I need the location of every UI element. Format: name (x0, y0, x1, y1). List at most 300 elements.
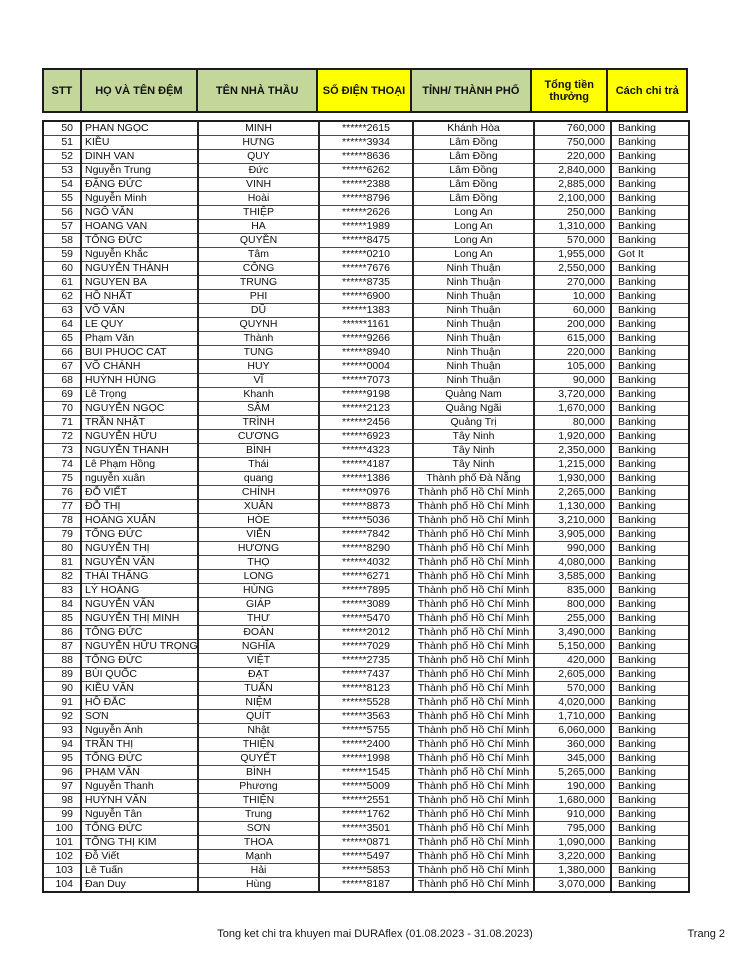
cell-province: Tây Ninh (413, 458, 534, 472)
cell-stt: 94 (43, 738, 81, 752)
cell-contractor: VIỆT (198, 654, 319, 668)
cell-phone: ******0871 (319, 836, 413, 850)
cell-province: Thành phố Hồ Chí Minh (413, 780, 534, 794)
cell-stt: 91 (43, 696, 81, 710)
cell-amount: 3,210,000 (534, 514, 611, 528)
cell-stt: 102 (43, 850, 81, 864)
cell-stt: 75 (43, 472, 81, 486)
cell-contractor: Thái (198, 458, 319, 472)
cell-payment: Banking (611, 668, 689, 682)
footer-summary-text: Tong ket chi tra khuyen mai DURAflex (01.08.2023 - 31.08.2023) (217, 928, 533, 940)
cell-amount: 10,000 (534, 290, 611, 304)
cell-stt: 87 (43, 640, 81, 654)
cell-amount: 2,840,000 (534, 164, 611, 178)
cell-stt: 53 (43, 164, 81, 178)
cell-contractor: QUYỀN (198, 234, 319, 248)
cell-phone: ******5497 (319, 850, 413, 864)
cell-name: TỐNG THỊ KIM (81, 836, 198, 850)
cell-stt: 76 (43, 486, 81, 500)
cell-stt: 82 (43, 570, 81, 584)
table-row (43, 850, 689, 864)
cell-contractor: THIỆP (198, 206, 319, 220)
cell-name: Lê Tuấn (81, 864, 198, 878)
cell-payment: Banking (611, 724, 689, 738)
cell-stt: 61 (43, 276, 81, 290)
cell-phone: ******2735 (319, 654, 413, 668)
cell-contractor: TUẤN (198, 682, 319, 696)
table-row (43, 318, 689, 332)
cell-stt: 60 (43, 262, 81, 276)
cell-name: NGUYỄN VĂN (81, 556, 198, 570)
cell-stt: 63 (43, 304, 81, 318)
table-row (43, 234, 689, 248)
cell-contractor: THỌ (198, 556, 319, 570)
cell-stt: 95 (43, 752, 81, 766)
cell-contractor: ĐOÀN (198, 626, 319, 640)
cell-amount: 2,350,000 (534, 444, 611, 458)
cell-name: PHẠM VĂN (81, 766, 198, 780)
table-row (43, 752, 689, 766)
cell-contractor: THOA (198, 836, 319, 850)
cell-amount: 3,490,000 (534, 626, 611, 640)
cell-contractor: THIỆN (198, 738, 319, 752)
cell-name: Nguyễn Minh (81, 192, 198, 206)
cell-province: Long An (413, 206, 534, 220)
table-row (43, 374, 689, 388)
cell-contractor: QUY (198, 150, 319, 164)
cell-phone: ******7895 (319, 584, 413, 598)
cell-amount: 2,605,000 (534, 668, 611, 682)
table-row (43, 276, 689, 290)
cell-payment: Banking (611, 262, 689, 276)
cell-payment: Banking (611, 304, 689, 318)
cell-amount: 4,080,000 (534, 556, 611, 570)
cell-contractor: NGHĨA (198, 640, 319, 654)
cell-stt: 73 (43, 444, 81, 458)
cell-stt: 72 (43, 430, 81, 444)
table-row (43, 416, 689, 430)
cell-name: VÕ VĂN (81, 304, 198, 318)
cell-province: Ninh Thuận (413, 262, 534, 276)
cell-name: HOANG VAN (81, 220, 198, 234)
cell-contractor: CƯƠNG (198, 430, 319, 444)
cell-payment: Banking (611, 150, 689, 164)
cell-payment: Banking (611, 430, 689, 444)
cell-province: Thành phố Hồ Chí Minh (413, 822, 534, 836)
cell-name: BUI PHUOC CAT (81, 346, 198, 360)
cell-contractor: THIỆN (198, 794, 319, 808)
cell-name: Nguyễn Khắc (81, 248, 198, 262)
cell-phone: ******8475 (319, 234, 413, 248)
cell-province: Thành phố Hồ Chí Minh (413, 864, 534, 878)
cell-stt: 89 (43, 668, 81, 682)
table-row (43, 836, 689, 850)
cell-phone: ******1161 (319, 318, 413, 332)
table-row (43, 444, 689, 458)
table-row (43, 430, 689, 444)
cell-phone: ******0004 (319, 360, 413, 374)
table-row (43, 570, 689, 584)
cell-province: Thành phố Hồ Chí Minh (413, 738, 534, 752)
cell-payment: Banking (611, 318, 689, 332)
cell-amount: 420,000 (534, 654, 611, 668)
cell-payment: Banking (611, 290, 689, 304)
cell-stt: 67 (43, 360, 81, 374)
cell-province: Quảng Trị (413, 416, 534, 430)
table-row (43, 346, 689, 360)
cell-amount: 345,000 (534, 752, 611, 766)
cell-province: Thành phố Hồ Chí Minh (413, 766, 534, 780)
table-row (43, 388, 689, 402)
cell-phone: ******5009 (319, 780, 413, 794)
winners-table (42, 120, 690, 893)
cell-name: HỒ NHẤT (81, 290, 198, 304)
cell-name: NGUYỄN THỊ (81, 542, 198, 556)
cell-name: VÕ CHÁNH (81, 360, 198, 374)
cell-name: ĐỖ THỊ (81, 500, 198, 514)
cell-contractor: SƠN (198, 822, 319, 836)
col-header-name: HỌ VÀ TÊN ĐỆM (82, 70, 198, 111)
col-header-amount: Tổng tiền thưởng (532, 70, 609, 111)
cell-name: LE QUY (81, 318, 198, 332)
cell-name: HOÀNG XUÂN (81, 514, 198, 528)
cell-amount: 270,000 (534, 276, 611, 290)
col-header-phone: SỐ ĐIỆN THOẠI (318, 70, 411, 111)
cell-name: HUỲNH HÙNG (81, 374, 198, 388)
cell-stt: 80 (43, 542, 81, 556)
cell-amount: 220,000 (534, 346, 611, 360)
cell-name: NGUYEN BA (81, 276, 198, 290)
cell-phone: ******0210 (319, 248, 413, 262)
cell-payment: Banking (611, 710, 689, 724)
cell-phone: ******8636 (319, 150, 413, 164)
cell-phone: ******8735 (319, 276, 413, 290)
cell-contractor: Phương (198, 780, 319, 794)
cell-province: Ninh Thuận (413, 276, 534, 290)
cell-phone: ******2012 (319, 626, 413, 640)
cell-name: Nguyễn Trung (81, 164, 198, 178)
table-row (43, 584, 689, 598)
cell-phone: ******6271 (319, 570, 413, 584)
cell-province: Thành phố Hồ Chí Minh (413, 598, 534, 612)
cell-payment: Banking (611, 472, 689, 486)
cell-payment: Banking (611, 164, 689, 178)
cell-name: NGÔ VĂN (81, 206, 198, 220)
cell-name: Nguyễn Thanh (81, 780, 198, 794)
cell-name: Nguyễn Ánh (81, 724, 198, 738)
cell-province: Tây Ninh (413, 444, 534, 458)
cell-name: Đan Duy (81, 878, 198, 893)
cell-name: TỐNG ĐỨC (81, 654, 198, 668)
cell-phone: ******0976 (319, 486, 413, 500)
table-row (43, 654, 689, 668)
cell-amount: 220,000 (534, 150, 611, 164)
cell-payment: Banking (611, 360, 689, 374)
table-row (43, 136, 689, 150)
cell-payment: Banking (611, 514, 689, 528)
cell-contractor: NIỆM (198, 696, 319, 710)
table-row (43, 766, 689, 780)
cell-name: TRẦN NHẬT (81, 416, 198, 430)
cell-phone: ******1545 (319, 766, 413, 780)
cell-amount: 6,060,000 (534, 724, 611, 738)
cell-contractor: PHI (198, 290, 319, 304)
cell-name: TỐNG ĐỨC (81, 234, 198, 248)
cell-province: Ninh Thuận (413, 332, 534, 346)
cell-contractor: HÒE (198, 514, 319, 528)
cell-province: Ninh Thuận (413, 346, 534, 360)
cell-phone: ******2123 (319, 402, 413, 416)
table-row (43, 178, 689, 192)
cell-payment: Banking (611, 738, 689, 752)
cell-contractor: Thành (198, 332, 319, 346)
table-row (43, 486, 689, 500)
cell-phone: ******2615 (319, 121, 413, 136)
cell-payment: Banking (611, 626, 689, 640)
cell-province: Thành phố Hồ Chí Minh (413, 724, 534, 738)
cell-phone: ******6923 (319, 430, 413, 444)
col-header-payment: Cách chi trả (608, 70, 686, 111)
cell-phone: ******1989 (319, 220, 413, 234)
cell-phone: ******1383 (319, 304, 413, 318)
col-header-stt: STT (44, 70, 82, 111)
cell-phone: ******8873 (319, 500, 413, 514)
cell-contractor: XUÂN (198, 500, 319, 514)
cell-payment: Banking (611, 584, 689, 598)
cell-payment: Banking (611, 878, 689, 893)
cell-contractor: Hải (198, 864, 319, 878)
cell-contractor: HƯNG (198, 136, 319, 150)
cell-name: Đỗ Viết (81, 850, 198, 864)
cell-province: Ninh Thuận (413, 290, 534, 304)
cell-stt: 55 (43, 192, 81, 206)
cell-contractor: HƯƠNG (198, 542, 319, 556)
cell-payment: Banking (611, 570, 689, 584)
cell-name: KIỀU VĂN (81, 682, 198, 696)
cell-stt: 57 (43, 220, 81, 234)
cell-province: Quảng Nam (413, 388, 534, 402)
cell-name: BÙI QUỐC (81, 668, 198, 682)
cell-payment: Banking (611, 458, 689, 472)
cell-province: Lâm Đồng (413, 192, 534, 206)
cell-stt: 97 (43, 780, 81, 794)
cell-amount: 5,265,000 (534, 766, 611, 780)
cell-phone: ******2456 (319, 416, 413, 430)
cell-amount: 3,905,000 (534, 528, 611, 542)
cell-amount: 90,000 (534, 374, 611, 388)
cell-amount: 1,090,000 (534, 836, 611, 850)
cell-stt: 96 (43, 766, 81, 780)
cell-payment: Banking (611, 416, 689, 430)
cell-province: Long An (413, 248, 534, 262)
cell-name: KIỀU (81, 136, 198, 150)
cell-amount: 190,000 (534, 780, 611, 794)
cell-phone: ******2388 (319, 178, 413, 192)
cell-phone: ******7073 (319, 374, 413, 388)
cell-amount: 1,930,000 (534, 472, 611, 486)
table-row (43, 780, 689, 794)
cell-amount: 3,220,000 (534, 850, 611, 864)
cell-amount: 1,215,000 (534, 458, 611, 472)
cell-contractor: ĐẠT (198, 668, 319, 682)
cell-payment: Got It (611, 248, 689, 262)
cell-amount: 360,000 (534, 738, 611, 752)
cell-phone: ******8796 (319, 192, 413, 206)
cell-stt: 62 (43, 290, 81, 304)
cell-stt: 65 (43, 332, 81, 346)
cell-stt: 64 (43, 318, 81, 332)
cell-stt: 104 (43, 878, 81, 893)
table-row (43, 206, 689, 220)
cell-name: ĐẶNG ĐỨC (81, 178, 198, 192)
cell-payment: Banking (611, 682, 689, 696)
table-row (43, 472, 689, 486)
cell-payment: Banking (611, 640, 689, 654)
cell-phone: ******3089 (319, 598, 413, 612)
cell-name: TỐNG ĐỨC (81, 528, 198, 542)
table-row (43, 220, 689, 234)
cell-name: DINH VAN (81, 150, 198, 164)
cell-stt: 74 (43, 458, 81, 472)
cell-phone: ******7029 (319, 640, 413, 654)
cell-contractor: HA (198, 220, 319, 234)
cell-name: NGUYỄN THỊ MINH (81, 612, 198, 626)
cell-contractor: Nhật (198, 724, 319, 738)
cell-payment: Banking (611, 780, 689, 794)
cell-contractor: SÂM (198, 402, 319, 416)
cell-province: Thành phố Hồ Chí Minh (413, 654, 534, 668)
cell-contractor: BÌNH (198, 444, 319, 458)
cell-name: SƠN (81, 710, 198, 724)
cell-amount: 1,920,000 (534, 430, 611, 444)
cell-name: Phạm Văn (81, 332, 198, 346)
cell-province: Ninh Thuận (413, 318, 534, 332)
table-row (43, 724, 689, 738)
cell-amount: 1,670,000 (534, 402, 611, 416)
cell-stt: 99 (43, 808, 81, 822)
table-row (43, 878, 689, 893)
cell-payment: Banking (611, 556, 689, 570)
cell-stt: 50 (61, 122, 73, 134)
cell-payment: Banking (611, 346, 689, 360)
cell-name: PHAN NGỌC (81, 121, 198, 136)
cell-province: Long An (413, 234, 534, 248)
table-row (43, 192, 689, 206)
cell-contractor: TUNG (198, 346, 319, 360)
cell-phone: ******8187 (319, 878, 413, 893)
cell-amount: 570,000 (534, 234, 611, 248)
cell-stt: 100 (43, 822, 81, 836)
table-row (43, 612, 689, 626)
cell-province: Thành phố Hồ Chí Minh (413, 850, 534, 864)
cell-amount: 2,100,000 (534, 192, 611, 206)
cell-phone: ******4032 (319, 556, 413, 570)
cell-province: Thành phố Hồ Chí Minh (413, 836, 534, 850)
table-row (43, 290, 689, 304)
cell-phone: ******7842 (319, 528, 413, 542)
cell-name: TỐNG ĐỨC (81, 626, 198, 640)
cell-stt: 59 (43, 248, 81, 262)
cell-name: Lê Trọng (81, 388, 198, 402)
table-row (43, 668, 689, 682)
cell-payment: Banking (611, 178, 689, 192)
cell-payment: Banking (611, 121, 689, 136)
cell-contractor: GIÁP (198, 598, 319, 612)
cell-amount: 3,070,000 (534, 878, 611, 893)
cell-name: nguyễn xuân (81, 472, 198, 486)
cell-name: NGUYỄN THÀNH (81, 262, 198, 276)
cell-payment: Banking (611, 836, 689, 850)
cell-stt: 92 (43, 710, 81, 724)
cell-stt: 84 (43, 598, 81, 612)
table-row (43, 710, 689, 724)
cell-phone: ******2400 (319, 738, 413, 752)
cell-stt: 51 (43, 136, 81, 150)
cell-contractor: DŨ (198, 304, 319, 318)
table-row (43, 402, 689, 416)
cell-province: Thành phố Hồ Chí Minh (413, 556, 534, 570)
cell-contractor: CHÍNH (198, 486, 319, 500)
cell-province: Khánh Hòa (413, 121, 534, 136)
table-row (43, 808, 689, 822)
cell-payment: Banking (611, 766, 689, 780)
cell-province: Thành phố Hồ Chí Minh (413, 528, 534, 542)
cell-amount: 910,000 (534, 808, 611, 822)
cell-amount: 200,000 (534, 318, 611, 332)
cell-amount: 4,020,000 (534, 696, 611, 710)
cell-province: Thành phố Hồ Chí Minh (413, 486, 534, 500)
cell-name: NGUYỄN HỮU TRỌNG (81, 640, 198, 654)
cell-province: Thành phố Hồ Chí Minh (413, 794, 534, 808)
cell-phone: ******9198 (319, 388, 413, 402)
cell-contractor: QUÍT (198, 710, 319, 724)
cell-amount: 835,000 (534, 584, 611, 598)
cell-contractor: Hoài (198, 192, 319, 206)
table-row (43, 500, 689, 514)
cell-phone: ******7437 (319, 668, 413, 682)
cell-amount: 760,000 (534, 121, 611, 136)
cell-phone: ******3934 (319, 136, 413, 150)
table-row (43, 332, 689, 346)
cell-province: Thành phố Hồ Chí Minh (413, 878, 534, 893)
cell-payment: Banking (611, 654, 689, 668)
cell-province: Ninh Thuận (413, 304, 534, 318)
cell-contractor: Khanh (198, 388, 319, 402)
cell-payment: Banking (611, 696, 689, 710)
cell-name: TRẦN THỊ (81, 738, 198, 752)
cell-payment: Banking (611, 388, 689, 402)
cell-phone: ******5755 (319, 724, 413, 738)
cell-contractor: VIỄN (198, 528, 319, 542)
cell-amount: 1,310,000 (534, 220, 611, 234)
cell-province: Long An (413, 220, 534, 234)
table-row (43, 150, 689, 164)
cell-payment: Banking (611, 486, 689, 500)
cell-stt: 56 (43, 206, 81, 220)
col-header-contractor: TÊN NHÀ THẦU (198, 70, 318, 111)
cell-name: THÁI THĂNG (81, 570, 198, 584)
cell-name: HỒ ĐẮC (81, 696, 198, 710)
cell-contractor: TRÌNH (198, 416, 319, 430)
cell-contractor: QUYNH (198, 318, 319, 332)
cell-province: Lâm Đồng (413, 150, 534, 164)
cell-payment: Banking (611, 220, 689, 234)
table-row (43, 360, 689, 374)
table-row (43, 794, 689, 808)
cell-province: Ninh Thuận (413, 360, 534, 374)
cell-contractor: VINH (198, 178, 319, 192)
table-row (43, 121, 689, 136)
